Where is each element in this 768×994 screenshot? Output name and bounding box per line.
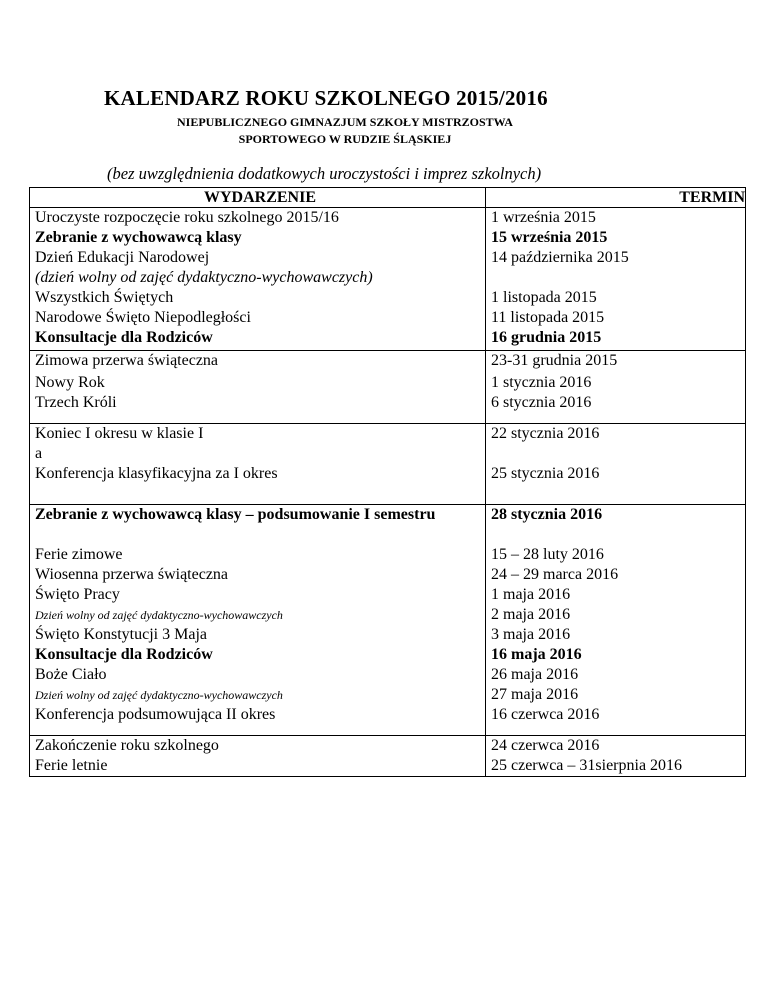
table-row bbox=[30, 705, 746, 725]
term-cell: 25 czerwca – 31sierpnia 2016 bbox=[486, 756, 746, 777]
table-row bbox=[30, 464, 746, 484]
table-header-row bbox=[30, 188, 746, 208]
term-cell: 2 maja 2016 bbox=[486, 605, 746, 625]
event-cell: Wiosenna przerwa świąteczna bbox=[30, 565, 486, 585]
table-row bbox=[30, 268, 746, 288]
school-name-line-2: SPORTOWEGO W RUDZIE ŚLĄSKIEJ bbox=[238, 132, 452, 146]
term-cell: 25 stycznia 2016 bbox=[486, 464, 746, 484]
event-cell: Dzień wolny od zajęć dydaktyczno-wychowawczych bbox=[30, 605, 486, 625]
table-row bbox=[30, 288, 746, 308]
event-cell: Konferencja podsumowująca II okres bbox=[30, 705, 486, 725]
term-cell: 1 listopada 2015 bbox=[486, 288, 746, 308]
table-spacer-row bbox=[30, 494, 746, 505]
event-cell: Boże Ciało bbox=[30, 665, 486, 685]
column-header-term: TERMIN bbox=[486, 188, 746, 208]
event-cell: Konsultacje dla Rodziców bbox=[30, 328, 486, 351]
table-note: (bez uwzględnienia dodatkowych uroczystości i imprez szkolnych) bbox=[107, 164, 542, 183]
table-row bbox=[30, 328, 746, 351]
event-cell: Uroczyste rozpoczęcie roku szkolnego 2015/16 bbox=[30, 208, 486, 229]
table-row bbox=[30, 645, 746, 665]
term-cell: 24 – 29 marca 2016 bbox=[486, 565, 746, 585]
event-cell: Zimowa przerwa świąteczna bbox=[30, 351, 486, 374]
event-cell: Konsultacje dla Rodziców bbox=[30, 645, 486, 665]
term-cell: 1 maja 2016 bbox=[486, 585, 746, 605]
term-cell: 15 września 2015 bbox=[486, 228, 746, 248]
event-cell: Zebranie z wychowawcą klasy bbox=[30, 228, 486, 248]
term-cell: 11 listopada 2015 bbox=[486, 308, 746, 328]
event-cell: Nowy Rok bbox=[30, 373, 486, 393]
page-title: KALENDARZ ROKU SZKOLNEGO 2015/2016 bbox=[104, 86, 548, 110]
event-cell: Ferie letnie bbox=[30, 756, 486, 777]
table-row bbox=[30, 308, 746, 328]
term-cell: 1 stycznia 2016 bbox=[486, 373, 746, 393]
table-row bbox=[30, 373, 746, 393]
term-cell: 6 stycznia 2016 bbox=[486, 393, 746, 413]
term-cell: 3 maja 2016 bbox=[486, 625, 746, 645]
table-row bbox=[30, 444, 746, 464]
term-cell: 16 czerwca 2016 bbox=[486, 705, 746, 725]
table-row bbox=[30, 665, 746, 685]
event-cell: (dzień wolny od zajęć dydaktyczno-wychowawczych) bbox=[30, 268, 486, 288]
event-cell: Zebranie z wychowawcą klasy – podsumowanie I semestru bbox=[30, 505, 486, 546]
table-row bbox=[30, 605, 746, 625]
event-cell: Dzień Edukacji Narodowej bbox=[30, 248, 486, 268]
term-cell bbox=[486, 268, 746, 288]
term-cell: 28 stycznia 2016 bbox=[486, 505, 746, 546]
table-row bbox=[30, 505, 746, 546]
table-spacer-row bbox=[30, 484, 746, 494]
table-row bbox=[30, 248, 746, 268]
event-cell: Narodowe Święto Niepodległości bbox=[30, 308, 486, 328]
term-cell: 15 – 28 luty 2016 bbox=[486, 545, 746, 565]
event-cell: Zakończenie roku szkolnego bbox=[30, 736, 486, 757]
table-row bbox=[30, 685, 746, 705]
table-row bbox=[30, 424, 746, 445]
term-cell: 24 czerwca 2016 bbox=[486, 736, 746, 757]
table-spacer-row bbox=[30, 725, 746, 736]
table-row bbox=[30, 545, 746, 565]
term-cell: 22 stycznia 2016 bbox=[486, 424, 746, 445]
school-name bbox=[0, 114, 690, 148]
term-cell: 16 maja 2016 bbox=[486, 645, 746, 665]
table-spacer-row bbox=[30, 413, 746, 424]
event-cell: Trzech Króli bbox=[30, 393, 486, 413]
column-header-event: WYDARZENIE bbox=[30, 188, 486, 208]
term-cell: 23-31 grudnia 2015 bbox=[486, 351, 746, 374]
table-row bbox=[30, 565, 746, 585]
term-cell: 1 września 2015 bbox=[486, 208, 746, 229]
event-cell: Koniec I okresu w klasie I bbox=[30, 424, 486, 445]
event-cell: Konferencja klasyfikacyjna za I okres bbox=[30, 464, 486, 484]
event-cell: Wszystkich Świętych bbox=[30, 288, 486, 308]
school-name-line-1: NIEPUBLICZNEGO GIMNAZJUM SZKOŁY MISTRZOSTWA bbox=[177, 115, 513, 129]
event-cell: Święto Konstytucji 3 Maja bbox=[30, 625, 486, 645]
table-row bbox=[30, 228, 746, 248]
table-row bbox=[30, 625, 746, 645]
term-cell: 27 maja 2016 bbox=[486, 685, 746, 705]
term-cell: 26 maja 2016 bbox=[486, 665, 746, 685]
event-cell: a bbox=[30, 444, 486, 464]
table-row bbox=[30, 208, 746, 229]
term-cell: 14 października 2015 bbox=[486, 248, 746, 268]
term-cell bbox=[486, 444, 746, 464]
table-row bbox=[30, 351, 746, 374]
event-cell: Ferie zimowe bbox=[30, 545, 486, 565]
table-row bbox=[30, 736, 746, 757]
event-cell: Święto Pracy bbox=[30, 585, 486, 605]
event-cell: Dzień wolny od zajęć dydaktyczno-wychowawczych bbox=[30, 685, 486, 705]
table-row bbox=[30, 756, 746, 777]
term-cell: 16 grudnia 2015 bbox=[486, 328, 746, 351]
table-row bbox=[30, 393, 746, 413]
table-row bbox=[30, 585, 746, 605]
calendar-table bbox=[29, 187, 746, 777]
